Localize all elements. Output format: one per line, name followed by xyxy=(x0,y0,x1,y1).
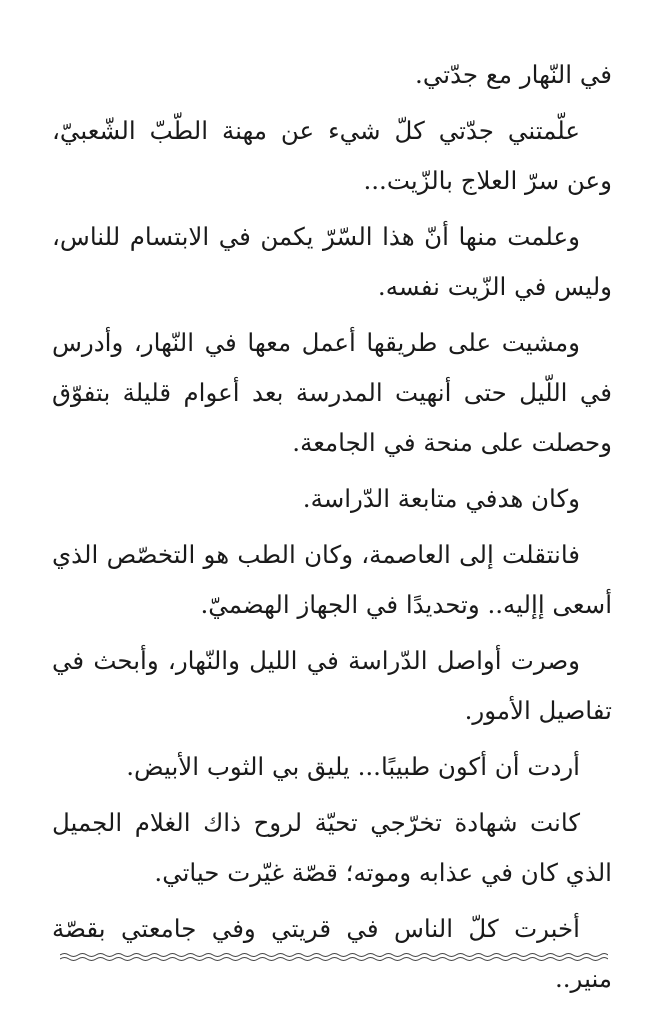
paragraph: في النّهار مع جدّتي. xyxy=(415,60,612,89)
paragraph: وكان هدفي متابعة الدّراسة. xyxy=(302,484,580,513)
wavy-line-lower xyxy=(60,958,608,961)
wavy-divider xyxy=(60,952,608,962)
paragraph: علّمتني جدّتي كلّ شيء عن مهنة الطّبّ الشّعبيّ، وعن سرّ العلاج بالزّيت... xyxy=(52,116,612,195)
paragraph: وعلمت منها أنّ هذا السّرّ يكمن في الابتسام للناس، وليس في الزّيت نفسه. xyxy=(52,222,612,301)
paragraph: أردت أن أكون طبيبًا... يليق بي الثوب الأبيض. xyxy=(126,752,580,781)
paragraph: ومشيت على طريقها أعمل معها في النّهار، وأدرس في اللّيل حتى أنهيت المدرسة بعد أعوام قليلة بتفوّق وحصلت على منحة في الجامعة. xyxy=(52,328,612,457)
paragraph: وصرت أواصل الدّراسة في الليل والنّهار، وأبحث في تفاصيل الأمور. xyxy=(52,646,612,725)
page-body-text xyxy=(52,50,612,1010)
wavy-line-upper xyxy=(60,954,608,957)
paragraph: أخبرت كلّ الناس في قريتي وفي جامعتي بقصّة منير.. xyxy=(52,914,612,993)
paragraph: كانت شهادة تخرّجي تحيّة لروح ذاك الغلام الجميل الذي كان في عذابه وموته؛ قصّة غيّرت حياتي. xyxy=(52,808,612,887)
paragraph: فانتقلت إلى العاصمة، وكان الطب هو التخصّص الذي أسعى إإليه.. وتحديدًا في الجهاز الهضميّ. xyxy=(52,540,612,619)
